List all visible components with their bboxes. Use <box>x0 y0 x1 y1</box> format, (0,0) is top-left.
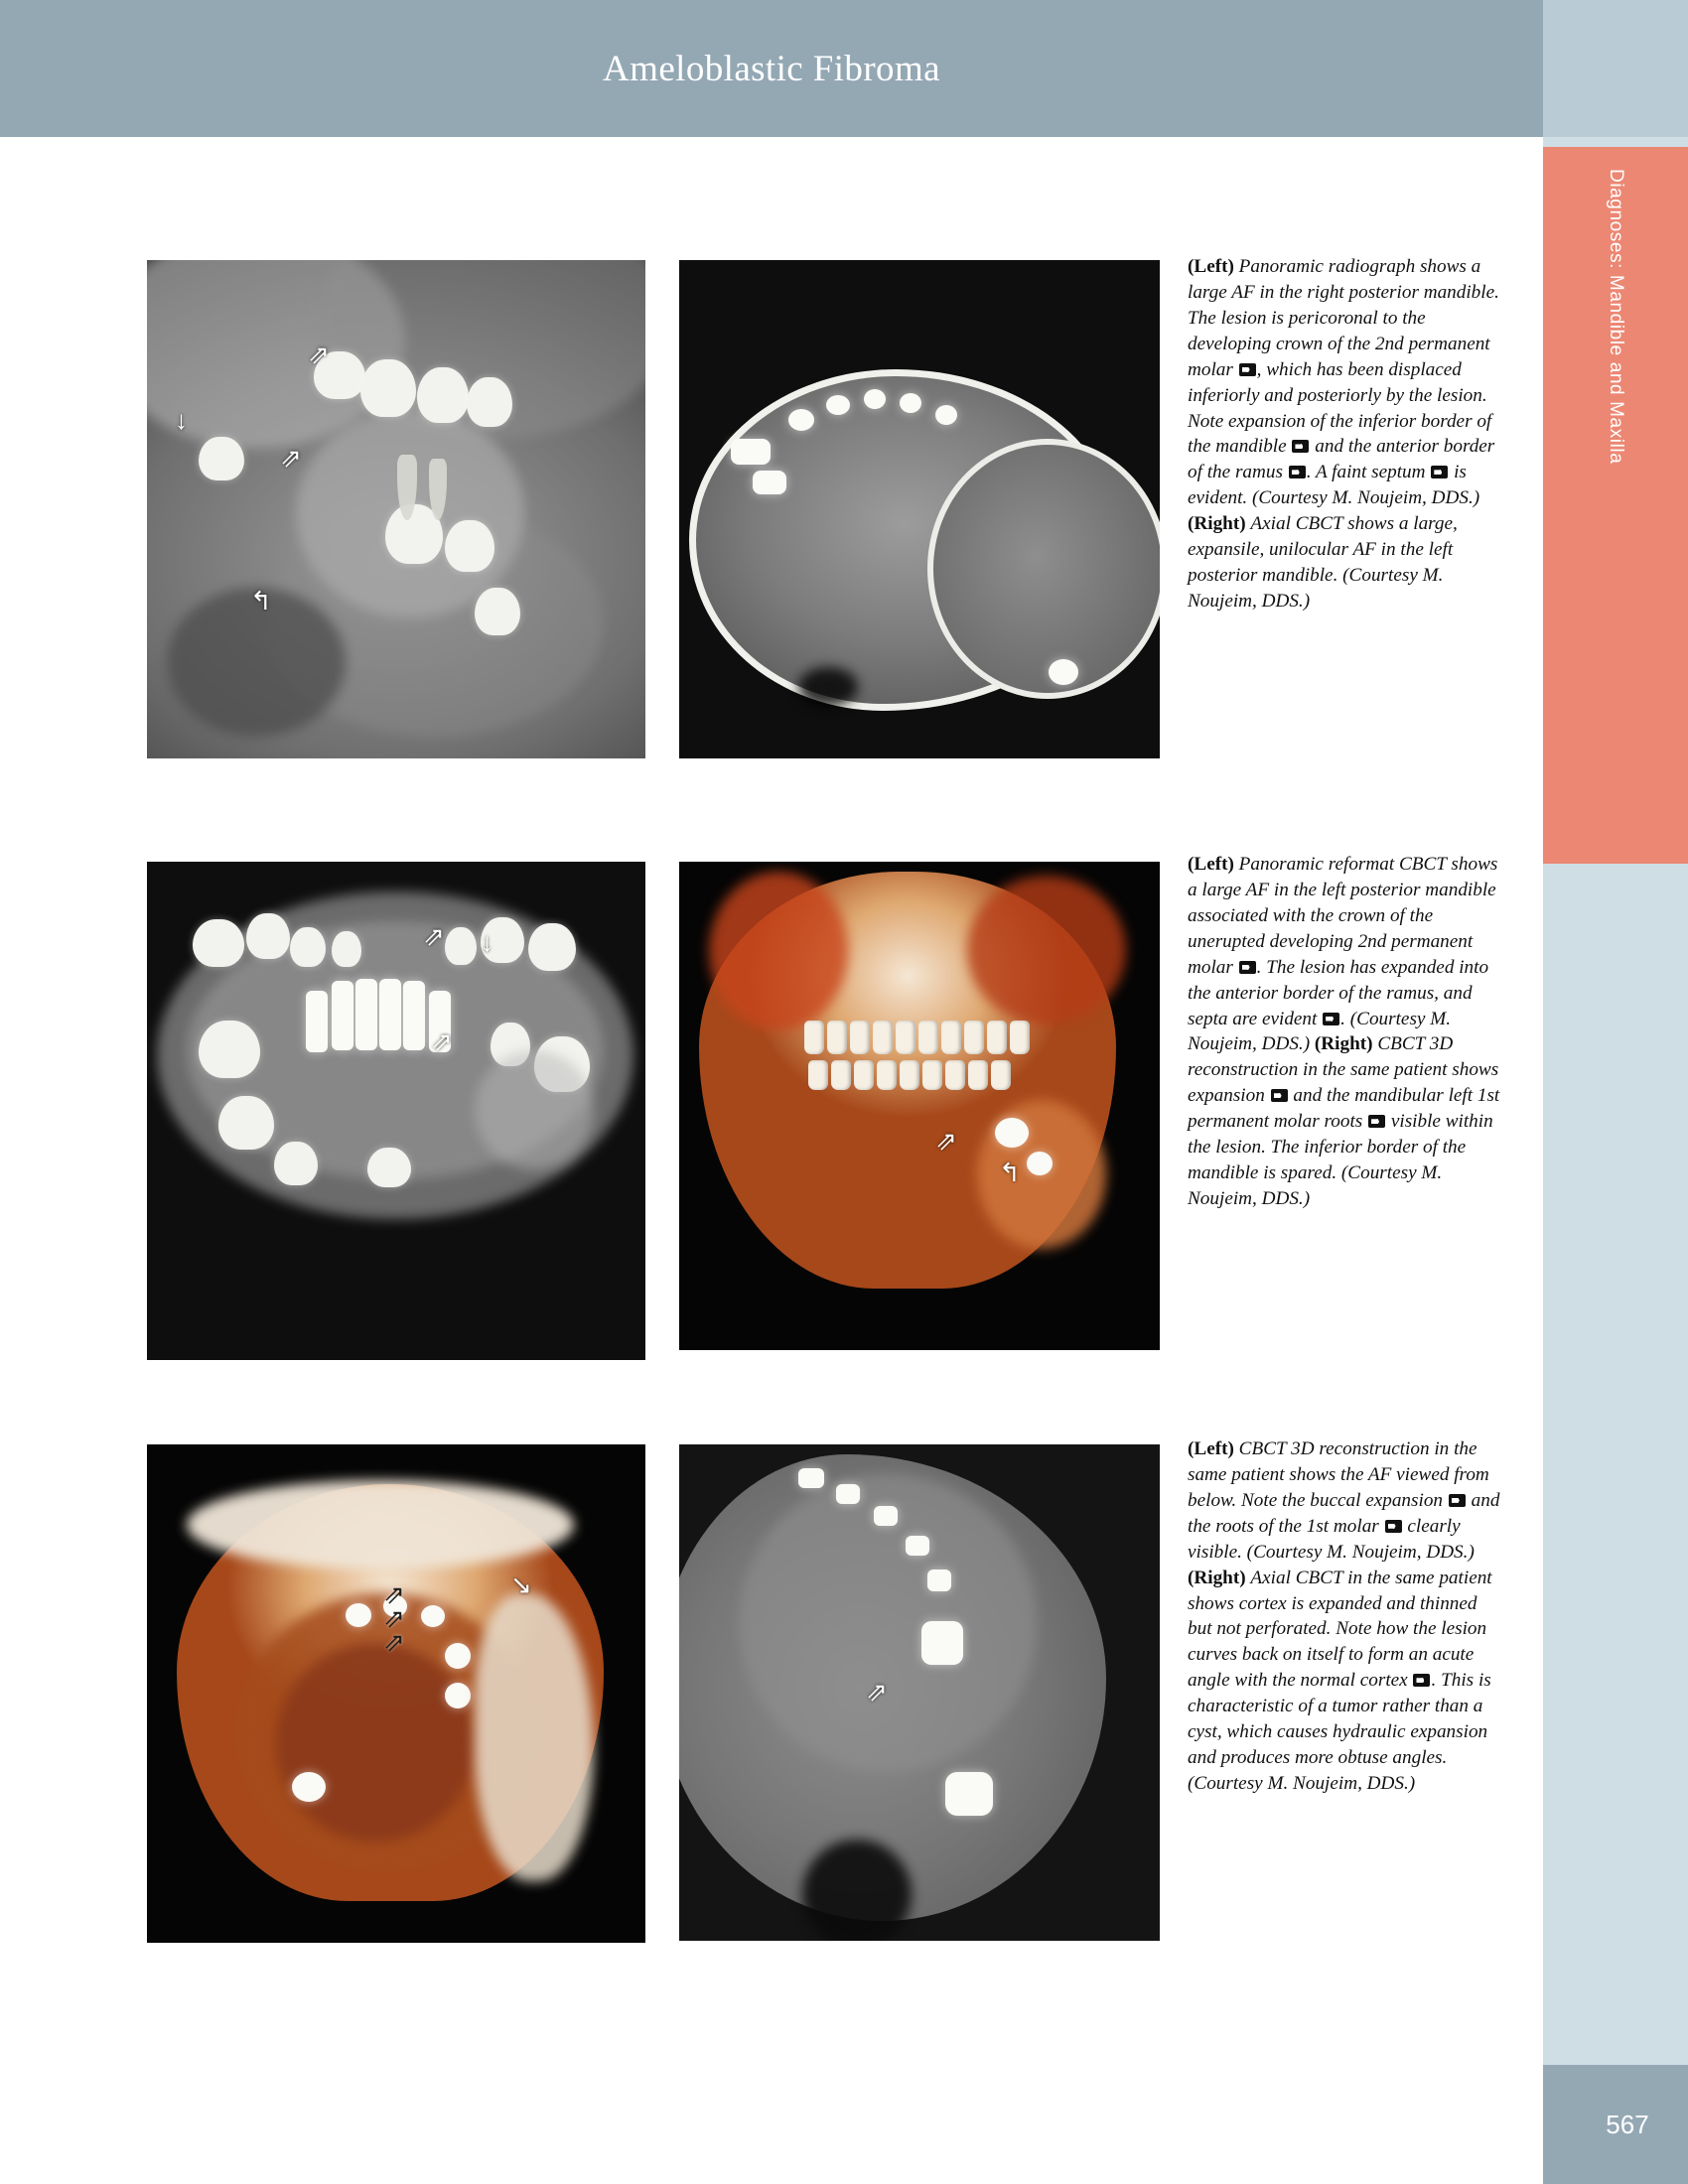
image-arrow-marker: ⇗ <box>280 443 302 473</box>
figure-caption-row-3 <box>1188 1436 1503 1797</box>
panoramic-radiograph-image <box>147 260 645 758</box>
arrow-icon <box>1413 1674 1430 1687</box>
caption-text: . A faint septum <box>1306 462 1431 483</box>
image-arrow-marker: ⇗ <box>383 1579 405 1609</box>
caption-text: . This is characteristic of a tumor rather than a cyst, which causes hydraulic expansion and produces more obtuse angles. (Courtesy M. Noujeim, DDS.) <box>1188 1670 1491 1794</box>
caption-text: . (Courtesy M. Noujeim, DDS.) <box>1188 1008 1451 1055</box>
figure-caption-row-1 <box>1188 254 1503 614</box>
image-arrow-marker: ⇗ <box>935 1126 957 1156</box>
figure-cbct-3d-inferior <box>147 1444 645 1943</box>
arrow-icon <box>1292 440 1309 453</box>
arrow-icon <box>1449 1494 1466 1507</box>
image-arrow-marker: ⇗ <box>866 1677 888 1706</box>
caption-text: Panoramic reformat CBCT shows a large AF in the left posterior mandible associated with the crown of the unerupted developing 2nd permanent molar <box>1188 854 1498 978</box>
arrow-icon <box>1239 363 1256 376</box>
caption-left-label: (Left) <box>1188 854 1239 875</box>
caption-text: Axial CBCT in the same patient shows cortex is expanded and thinned but not perforated. Note how the lesion curves back on itself to form an acute angle with the normal cortex <box>1188 1567 1492 1692</box>
cbct-3d-frontal-image <box>679 862 1160 1350</box>
caption-text: CBCT 3D reconstruction in the same patient shows expansion <box>1188 1033 1499 1107</box>
image-arrow-marker: ↘ <box>510 1570 532 1599</box>
caption-text: and the anterior border of the ramus <box>1188 436 1495 483</box>
caption-left-label: (Left) <box>1188 1438 1239 1459</box>
caption-text: Axial CBCT shows a large, expansile, unilocular AF in the left posterior mandible. (Courtesy M. Noujeim, DDS.) <box>1188 513 1458 612</box>
figure-panoramic-radiograph <box>147 260 645 758</box>
image-arrow-marker: ⇗ <box>423 921 445 951</box>
section-tab-label <box>1543 147 1688 864</box>
image-arrow-marker: ↓ <box>481 927 493 957</box>
arrow-icon <box>1385 1520 1402 1533</box>
figure-axial-cbct-cortex <box>679 1444 1160 1941</box>
arrow-icon <box>1431 466 1448 478</box>
image-arrow-marker: ⇗ <box>383 1603 405 1633</box>
caption-text: is evident. (Courtesy M. Noujeim, DDS.) <box>1188 462 1480 509</box>
caption-right-label: (Right) <box>1188 1567 1251 1588</box>
arrow-icon <box>1368 1115 1385 1128</box>
caption-text: and the roots of the 1st molar <box>1188 1489 1500 1537</box>
arrow-icon <box>1239 961 1256 974</box>
page-title: Ameloblastic Fibroma <box>603 48 940 89</box>
caption-text: . The lesion has expanded into the anterior border of the ramus, and septa are evident <box>1188 956 1489 1029</box>
image-arrow-marker: ⇗ <box>308 340 330 369</box>
figure-axial-cbct <box>679 260 1160 758</box>
image-arrow-marker: ↰ <box>250 586 272 615</box>
section-tab-text: Diagnoses: Mandible and Maxilla <box>1606 169 1626 465</box>
caption-text: , which has been displaced inferiorly and posteriorly by the lesion. Note expansion of the inferior border of the mandible <box>1188 358 1492 458</box>
caption-text: visible within the lesion. The inferior border of the mandible is spared. (Courtesy M. Noujeim, DDS.) <box>1188 1111 1493 1209</box>
right-rail-header-block <box>1543 0 1688 137</box>
caption-right-label: (Right) <box>1314 1033 1378 1055</box>
axial-cbct-cortex-image <box>679 1444 1160 1941</box>
figure-cbct-3d-frontal <box>679 862 1160 1350</box>
page-number: 567 <box>1606 2109 1649 2139</box>
caption-text: Panoramic radiograph shows a large AF in the right posterior mandible. The lesion is pericoronal to the developing crown of the 2nd permanent molar <box>1188 256 1499 380</box>
image-arrow-marker: ⇗ <box>383 1627 405 1657</box>
arrow-icon <box>1271 1089 1288 1102</box>
figure-caption-row-2 <box>1188 852 1503 1212</box>
axial-cbct-image <box>679 260 1160 758</box>
image-arrow-marker: ↓ <box>175 405 188 435</box>
arrow-icon <box>1323 1013 1339 1025</box>
caption-right-label: (Right) <box>1188 513 1251 535</box>
image-arrow-marker: ↰ <box>999 1158 1021 1187</box>
caption-text: and the mandibular left 1st permanent molar roots <box>1188 1085 1500 1133</box>
caption-text: clearly visible. (Courtesy M. Noujeim, DDS.) <box>1188 1515 1475 1563</box>
caption-text: CBCT 3D reconstruction in the same patient shows the AF viewed from below. Note the buccal expansion <box>1188 1438 1489 1511</box>
caption-left-label: (Left) <box>1188 256 1239 277</box>
cbct-3d-inferior-image <box>147 1444 645 1943</box>
panoramic-reformat-image <box>147 862 645 1360</box>
figure-panoramic-reformat-cbct <box>147 862 645 1360</box>
image-arrow-marker: ⇗ <box>431 1026 453 1056</box>
arrow-icon <box>1289 466 1306 478</box>
